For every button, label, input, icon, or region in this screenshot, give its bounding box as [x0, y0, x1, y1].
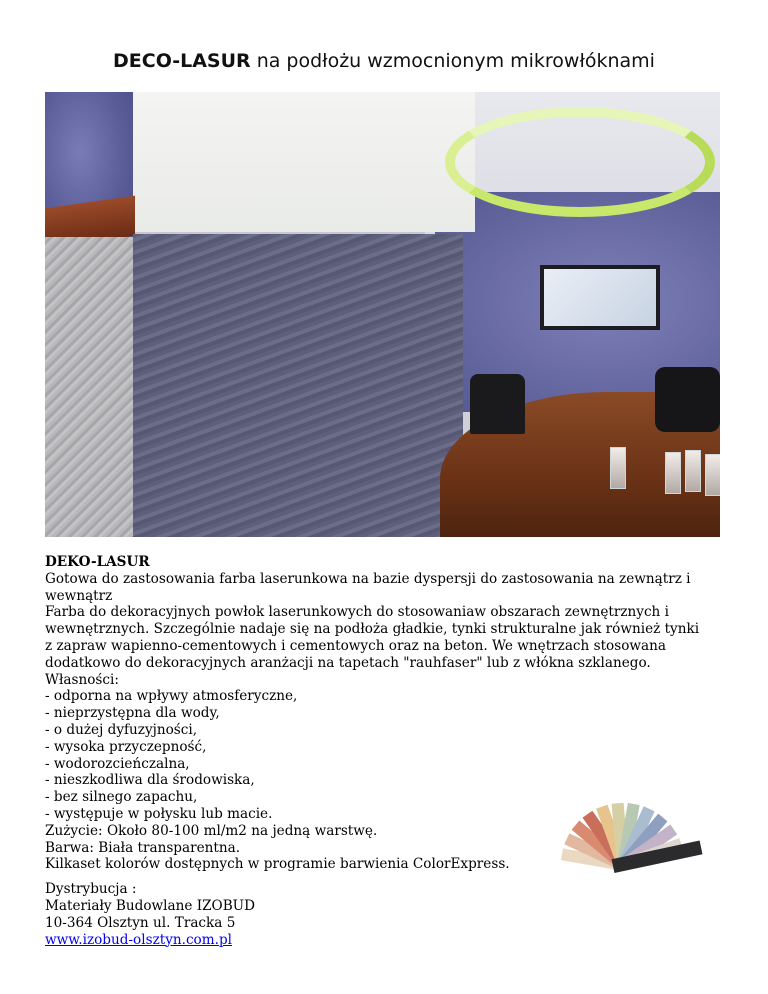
property-item: - odporna na wpływy atmosferyczne, [45, 688, 298, 705]
property-item: - nieprzystępna dla wody, [45, 705, 220, 722]
usage-text: Zużycie: Około 80-100 ml/m2 na jedną warstwę. [45, 822, 378, 839]
glass [610, 447, 626, 489]
product-description-text: Farba do dekoracyjnych powłok laserunkowych do stosowaniaw obszarach zewnętrznych i wewnętrznych. Szczególnie nadaje się na podłoża gładkie, tynki strukturalne jak również tynki z zapraw wapienno-cementowych i cementowych oraz na beton. We wnętrzach stosowana dodatkowo do dekoracyjnych aranżacji na tapetach "rauhfaser" lub z włókna szklanego. [45, 604, 700, 671]
distribution-label: Dystrybucja : [45, 881, 137, 898]
property-item: - wodorozcieńczalna, [45, 755, 190, 772]
silver-texture-sample [45, 237, 133, 537]
properties-label: Własności: [45, 671, 119, 688]
white-wall-sample [130, 92, 475, 232]
colors-note: Kilkaset kolorów dostępnych w programie barwienia ColorExpress. [45, 856, 510, 873]
product-description [45, 554, 705, 948]
property-item: - bez silnego zapachu, [45, 789, 198, 806]
property-item: - występuje w połysku lub macie. [45, 805, 273, 822]
property-item: - nieszkodliwa dla środowiska, [45, 772, 255, 789]
page-title [0, 50, 768, 72]
slate-texture-sample [133, 234, 463, 537]
product-heading: DEKO-LASUR [45, 554, 150, 570]
ceiling-lamp [445, 107, 715, 217]
brand-name: DECO-LASUR [113, 50, 251, 72]
property-item: - o dużej dyfuzyjności, [45, 721, 198, 738]
glass [685, 450, 701, 492]
website-link[interactable]: www.izobud-olsztyn.com.pl [45, 931, 233, 948]
property-item: - wysoka przyczepność, [45, 738, 207, 755]
title-rest: na podłożu wzmocnionym mikrowłóknami [250, 50, 655, 72]
product-intro: Gotowa do zastosowania farba laserunkowa na bazie dyspersji do zastosowania na zewnątrz i wewnątrz [45, 570, 691, 604]
distributor-address: 10-364 Olsztyn ul. Tracka 5 [45, 914, 236, 931]
monitor-screen [544, 269, 656, 326]
chair [470, 374, 525, 434]
wall-monitor [540, 265, 660, 330]
color-fan-deck-image [528, 795, 718, 875]
glass [705, 454, 720, 496]
interior-photo [45, 92, 720, 537]
chair [655, 367, 720, 432]
glass [665, 452, 681, 494]
distributor-name: Materiały Budowlane IZOBUD [45, 897, 256, 914]
color-text: Barwa: Biała transparentna. [45, 839, 241, 856]
